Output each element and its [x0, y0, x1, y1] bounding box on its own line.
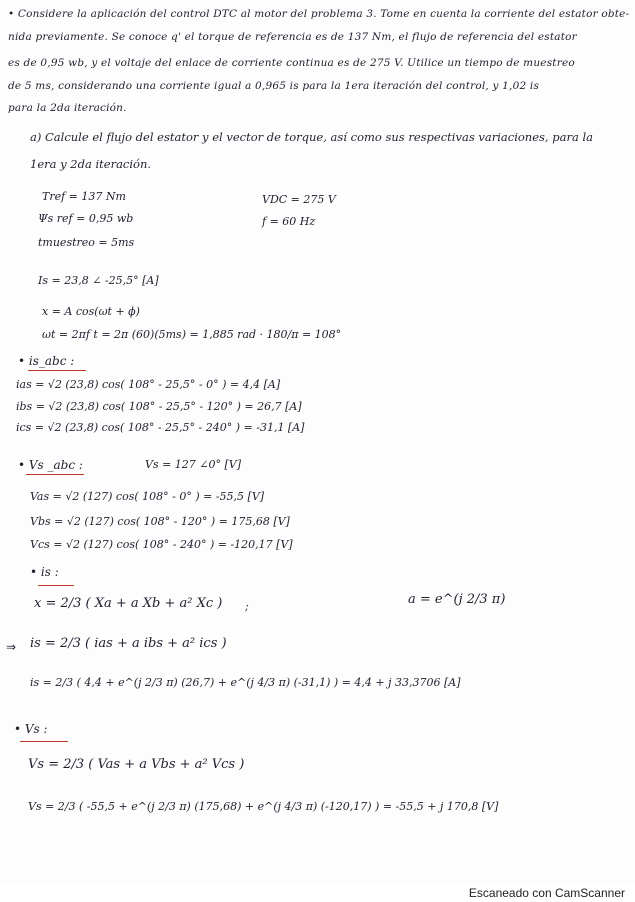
vcs-equation: Vcs = √2 (127) cos( 108° - 240° ) = -120,17 [V]	[30, 538, 293, 551]
vs-definition: Vs = 2/3 ( Vas + a Vbs + a² Vcs )	[28, 757, 245, 772]
vs-abc-heading: • Vs _abc :	[18, 458, 83, 472]
is-vector-heading: • is :	[30, 565, 59, 579]
is-vector-underline	[38, 585, 74, 586]
vs-phasor: Vs = 127 ∠0° [V]	[145, 458, 242, 471]
is-phasor: Is = 23,8 ∠ -25,5° [A]	[38, 274, 159, 287]
vbs-equation: Vbs = √2 (127) cos( 108° - 120° ) = 175,68 [V]	[30, 515, 290, 528]
vas-equation: Vas = √2 (127) cos( 108° - 0° ) = -55,5 [V]	[30, 490, 265, 503]
intro-line-4: de 5 ms, considerando una corriente igual a 0,965 is para la 1era iteración del control, y 1,02 is	[8, 80, 540, 92]
intro-line-2: nida previamente. Se conoce q' el torque de referencia es de 137 Nm, el flujo de referencia del estator	[8, 31, 577, 43]
is-result: is = 2/3 ( 4,4 + e^(j 2/3 π) (26,7) + e^(j 4/3 π) (-31,1) ) = 4,4 + j 33,3706 [A]	[30, 676, 461, 689]
ics-equation: ics = √2 (23,8) cos( 108° - 25,5° - 240° ) = -31,1 [A]	[16, 421, 305, 434]
footer-bar	[0, 885, 635, 902]
intro-line-1: • Considere la aplicación del control DTC al motor del problema 3. Tome en cuenta la corriente del estator obte-	[8, 8, 630, 20]
given-tref: Tref = 137 Nm	[42, 190, 126, 203]
given-vdc: VDC = 275 V	[262, 193, 336, 206]
intro-line-5: para la 2da iteración.	[8, 102, 127, 114]
ias-equation: ias = √2 (23,8) cos( 108° - 25,5° - 0° ) = 4,4 [A]	[16, 378, 281, 391]
implies-arrow-icon: ⇒	[6, 640, 17, 654]
vs-result: Vs = 2/3 ( -55,5 + e^(j 2/3 π) (175,68) + e^(j 4/3 π) (-120,17) ) = -55,5 + j 170,8 [V]	[28, 800, 499, 813]
camscanner-watermark: Escaneado con CamScanner	[468, 886, 625, 900]
is-abc-underline	[28, 370, 86, 371]
question-line-2: 1era y 2da iteración.	[30, 157, 152, 171]
is-abc-heading: • is_abc :	[18, 354, 75, 368]
wt-equation: ωt = 2πf t = 2π (60)(5ms) = 1,885 rad · 180/π = 108°	[42, 328, 342, 341]
ibs-equation: ibs = √2 (23,8) cos( 108° - 25,5° - 120° ) = 26,7 [A]	[16, 400, 302, 413]
given-tmuestreo: tmuestreo = 5ms	[38, 236, 135, 249]
vs-vector-underline	[20, 741, 68, 742]
given-f: f = 60 Hz	[262, 215, 316, 228]
intro-line-3: es de 0,95 wb, y el voltaje del enlace de corriente continua es de 275 V. Utilice un tiempo de muestreo	[8, 57, 575, 69]
x-equation: x = A cos(ωt + ϕ)	[42, 305, 140, 318]
general-space-vector: x = 2/3 ( Xa + a Xb + a² Xc )	[34, 596, 223, 611]
a-operator-definition: a = e^(j 2/3 π)	[408, 592, 506, 607]
vs-vector-heading: • Vs :	[14, 722, 48, 736]
vs-abc-underline	[26, 474, 84, 475]
question-line-1: a) Calcule el flujo del estator y el vector de torque, así como sus respectivas variaciones, para la	[30, 130, 593, 144]
is-definition: is = 2/3 ( ias + a ibs + a² ics )	[30, 636, 227, 651]
given-psiref: Ψs ref = 0,95 wb	[38, 212, 134, 225]
separator: ;	[245, 600, 249, 613]
